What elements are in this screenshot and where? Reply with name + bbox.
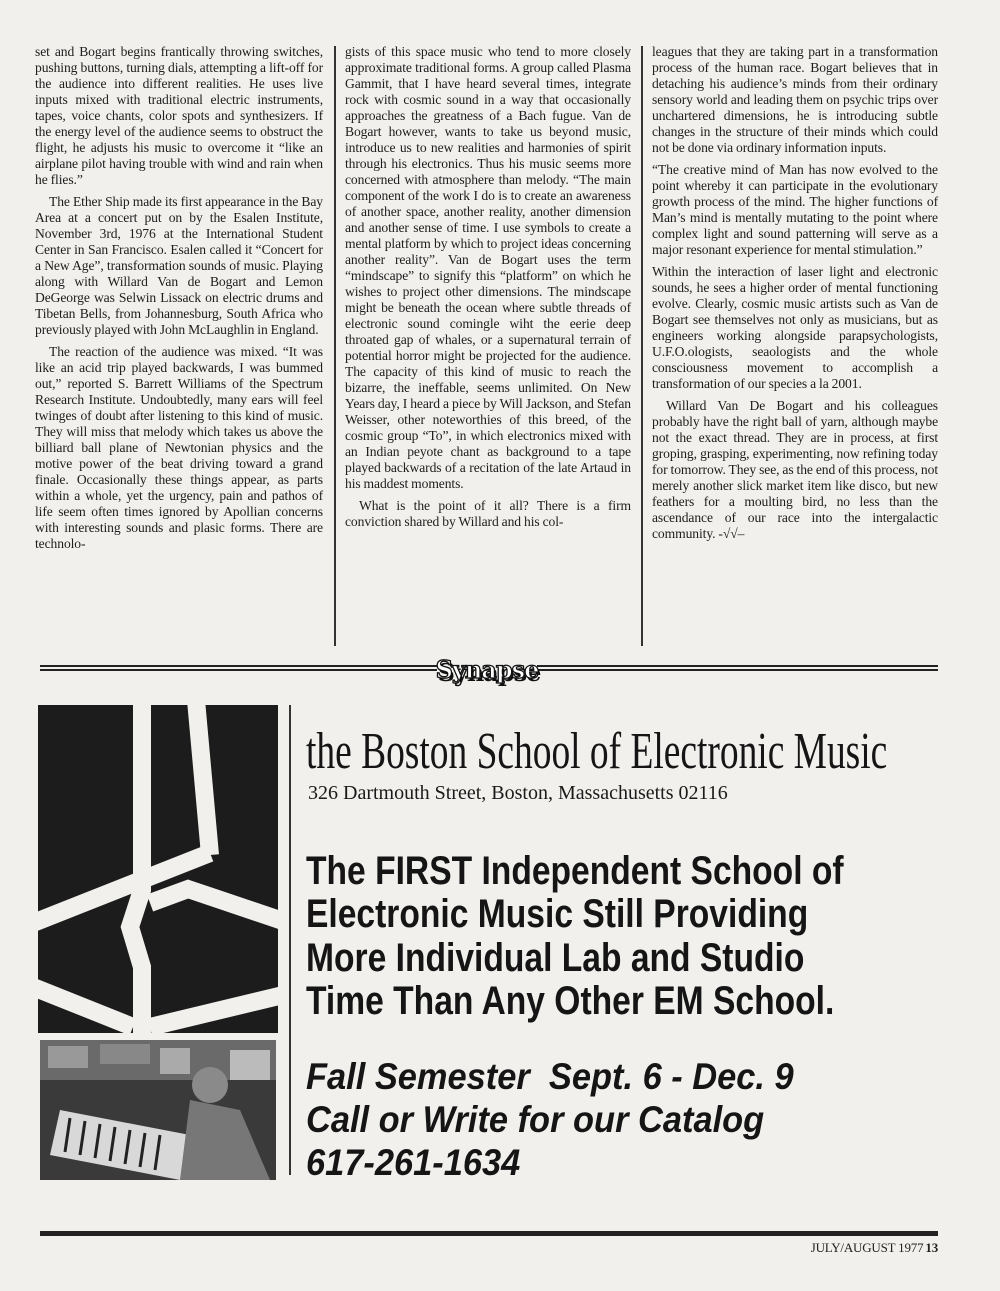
semester-dates: Fall Semester Sept. 6 - Dec. 9: [306, 1056, 794, 1097]
synapse-logo: Synapse: [437, 652, 537, 686]
phone-number: 617-261-1634: [306, 1142, 521, 1183]
issue-date: JULY/AUGUST 1977: [810, 1240, 924, 1255]
headline-line: More Individual Lab and Studio: [306, 935, 805, 980]
studio-photo: [40, 1040, 276, 1180]
paragraph: Willard Van De Bogart and his colleagues probably have the right ball of yarn, although maybe not the exact thread. They are in process, at first groping, grasping, experimenting, now refining today for tomorrow. They see, as the end of this process, not merely another slick market item like disco, but new feathers for a moulting bird, no less than the ascendance of our race into the intergalactic community. -√√–: [652, 398, 938, 541]
paragraph: The reaction of the audience was mixed. “It was like an acid trip played backwards, I was bummed out,” reported S. Barrett Williams of the Spectrum Research Institute. Undoubtedly, many ears will feel twinges of doubt after listening to this kind of music. They will miss that melody which takes us above the billiard ball plane of Newtonian physics and the motive power of the beat driving toward a grand finale. Occasionally these things appear, as parts within a whole, yet the urgency, pain and pathos of life seem often times ignored by Apollian concerns with interesting sounds and plasic forms. There are technolo-: [35, 344, 323, 551]
school-address: 326 Dartmouth Street, Boston, Massachusetts 02116: [308, 782, 728, 804]
footer-rule: [40, 1231, 938, 1236]
column-divider: [641, 46, 643, 646]
page-number: 13: [925, 1240, 938, 1255]
headline-line: Time Than Any Other EM School.: [306, 978, 835, 1023]
headline-line: The FIRST Independent School of: [306, 849, 844, 893]
page-footer: [811, 1240, 938, 1256]
catalog-cta: Call or Write for our Catalog: [306, 1099, 765, 1140]
column-divider: [334, 46, 336, 646]
paragraph: set and Bogart begins frantically throwing switches, pushing buttons, turning dials, attempting a lift-off for the audience into different realities. He uses live inputs mixed with traditional electric instruments, tapes, voice chants, color spots and synthesizers. If the energy level of the audience seems to obstruct the flight, he adjusts his music to overcome it “like an airplane pilot having trouble with wind and rain when he flies.”: [35, 44, 323, 187]
ad-divider: [289, 705, 291, 1175]
ad-headline: [306, 850, 946, 1023]
school-name: the Boston School of Electronic Music: [306, 723, 888, 780]
paragraph: The Ether Ship made its first appearance in the Bay Area at a concert put on by the Esalen Institute, November 3rd, 1976 at the International Student Center in San Francisco. Esalen called it “Concert for a New Age”, transformation sounds of music. Playing along with Willard Van de Bogart and Lemon DeGeorge was Selwin Lissack on electric drums and Tibetan Bells, from Johannesburg, South Africa who previously played with John McLaughlin in England.: [35, 194, 323, 337]
abstract-graphic: [38, 705, 278, 1033]
article-column-2: [345, 44, 631, 536]
article-column-3: [652, 44, 938, 548]
paragraph: gists of this space music who tend to more closely approximate traditional forms. A group called Plasma Gammit, that I have heard several times, integrate rock with cosmic sound in a way that occasionally approaches the greatness of a Bach fugue. Van de Bogart however, wants to take us beyond music, introduce us to new realities and harmonies of spirit through his electronics. Thus his music seems more concerned with atmosphere than melody. “The main component of the work I do is to create an awareness of another space, another reality, another dimension and another sense of time. I use symbols to create a mental platform by which to project ideas concerning another reality”. Van de Bogart uses the term “mindscape” to signify this “platform” on which he wishes to project other dimensions. The mindscape might be beneath the ocean where subtle threads of electronic sound comingle wiht the eerie deep throated gap of whales, or a supernatural terrain of potential horror might be projected for the audience. The capacity of this kind of music to reach the bizarre, the ineffable, seems unlimited. On New Years day, I heard a piece by Will Jackson, and Stefan Weisser, other noteworthies of this breed, of the cosmic group “To”, in which electronics mixed with an Indian peyote chant as background to a tape played backwards of a recitation of the late Artaud in his maddest moments.: [345, 44, 631, 491]
headline-line: Electronic Music Still Providing: [306, 892, 809, 937]
paragraph: What is the point of it all? There is a firm conviction shared by Willard and his col-: [345, 498, 631, 529]
ad-details: [306, 1055, 830, 1184]
paragraph: Within the interaction of laser light and electronic sounds, he sees a higher order of mental functioning evolve. Clearly, cosmic music artists such as Van de Bogart see themselves not only as musicians, but as engineers working alongside parapsychologists, U.F.O.ologists, seaologists and the whole consciousness movement to accomplish a transformation of our species a la 2001.: [652, 264, 938, 391]
paragraph: “The creative mind of Man has now evolved to the point whereby it can participate in the evolutionary growth process of the mind. The higher functions of Man’s mind is mentally mutating to the point where complex light and sound patterning will serve as a major resonant experience for mental stimulation.”: [652, 162, 938, 257]
article-column-1: [35, 44, 323, 558]
paragraph: leagues that they are taking part in a transformation process of the human race. Bogart believes that in detaching his audience’s minds from their ordinary sensory world and leading them on psychic trips over unchartered dimensions, he is introducing subtle changes in the structure of their minds which could not be done via ordinary information inputs.: [652, 44, 938, 155]
